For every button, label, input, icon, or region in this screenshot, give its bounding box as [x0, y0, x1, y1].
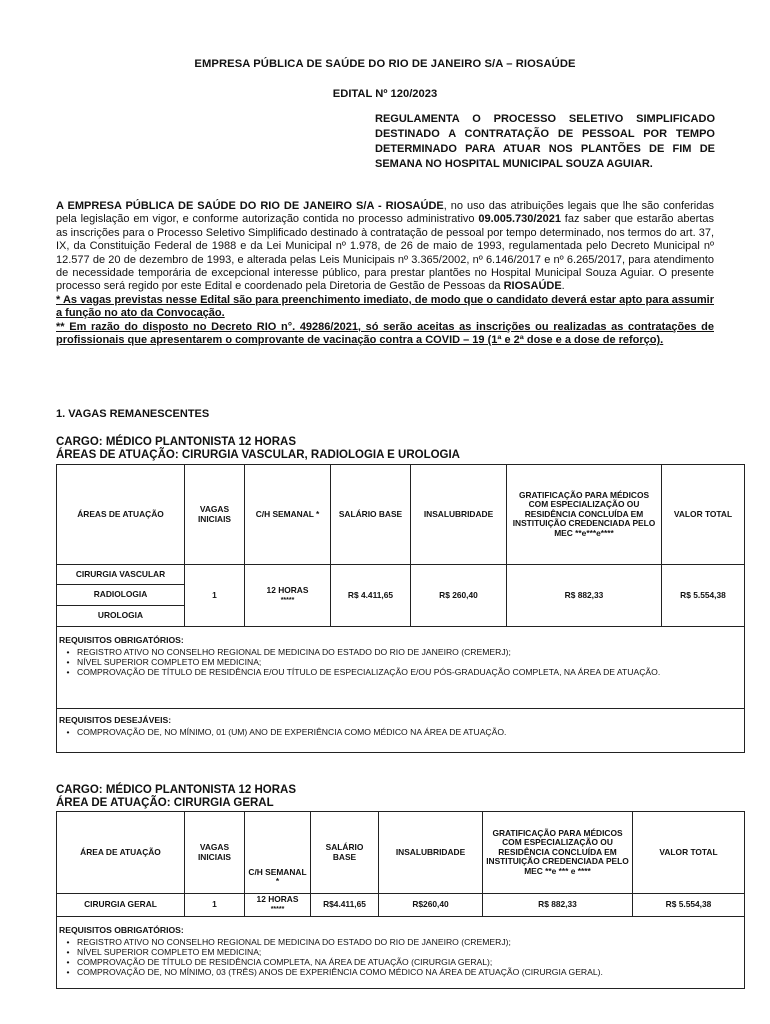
note-immediate-vacancies: * As vagas previstas nesse Edital são para preenchimento imediato, de modo que o candidato deverá estar apto para assumir a função no ato da Convocação. [56, 293, 714, 320]
requirement-item: • COMPROVAÇÃO DE, NO MÍNIMO, 03 (TRÊS) ANOS DE EXPERIÊNCIA COMO MÉDICO NA ÁREA DE ATUAÇÃO (CIRURGIA GERAL). [66, 966, 603, 977]
document-header-title: EMPRESA PÚBLICA DE SAÚDE DO RIO DE JANEIRO S/A – RIOSAÚDE [194, 58, 576, 70]
ch-cell [245, 894, 311, 917]
requirements-cell [57, 627, 745, 709]
vagas-cell: 1 [185, 894, 245, 917]
requirement-text: NÍVEL SUPERIOR COMPLETO EM MEDICINA; [77, 946, 262, 957]
header-salario: SALÁRIO BASE [311, 812, 379, 894]
area-cell: CIRURGIA GERAL [57, 894, 185, 917]
header-area: ÁREAS DE ATUAÇÃO [57, 465, 185, 565]
intro-text-2: faz saber que estarão abertas as inscrições para o Processo Seletivo Simplificado destinado à contratação de pessoal por tempo determinado, nos termos do art. 37, IX, da Constituição Federal de 1988 e da Lei Municipal nº 1.978, de 26 de maio de 1993, regulamentada pelo Decreto Municipal nº 12.577 de 20 de dezembro de 1993, e alterada pelas Leis Municipais nº 3.365/2002, nº 6.146/2017 e nº 6.265/2017, para atendimento de necessidade temporária de excepcional interesse público, para prestar plantões no Hospital Municipal Souza Aguiar. O presente processo será regido por este Edital e coordenado pela Diretoria de Gestão de Pessoas da [56, 213, 714, 293]
requirement-item: • COMPROVAÇÃO DE TÍTULO DE RESIDÊNCIA COMPLETA, NA ÁREA DE ATUAÇÃO (CIRURGIA GERAL); [66, 956, 493, 967]
insalubridade-cell: R$ 260,40 [411, 565, 507, 627]
section-heading: 1. VAGAS REMANESCENTES [56, 408, 210, 420]
cargo-1-heading [56, 436, 460, 462]
cargo-2-heading [56, 784, 296, 810]
intro-text-3: . [561, 280, 565, 293]
requirement-text: COMPROVAÇÃO DE, NO MÍNIMO, 03 (TRÊS) ANOS DE EXPERIÊNCIA COMO MÉDICO NA ÁREA DE ATUAÇÃO (CIRURGIA GERAL). [77, 966, 603, 977]
ch-cell [245, 565, 331, 627]
requirement-item: • NÍVEL SUPERIOR COMPLETO EM MEDICINA; [66, 946, 262, 957]
table-row [57, 894, 745, 917]
cargo-1-table [56, 464, 745, 753]
ch-footnote-mark: ***** [270, 906, 285, 913]
intro-text-1: , no uso das atribuições legais que lhe são conferidas pela legislação em vigor, e conforme autorização contida no processo administrativo [56, 200, 714, 226]
header-vagas: VAGAS INICIAIS [185, 465, 245, 565]
requirement-item: • NÍVEL SUPERIOR COMPLETO EM MEDICINA; [66, 656, 262, 667]
requirements-row [57, 627, 745, 709]
note-covid-vaccination: ** Em razão do disposto no Decreto RIO n°. 49286/2021, só serão aceitas as inscrições ou realizadas as contratações de profissionais que apresentarem o comprovante de vacinação contra a COVID – 19 (1ª e 2ª dose e a dose de reforço). [56, 320, 714, 347]
org-name: A EMPRESA PÚBLICA DE SAÚDE DO RIO DE JANEIRO S/A - RIOSAÚDE [56, 200, 444, 212]
header-total: VALOR TOTAL [633, 812, 745, 894]
header-total: VALOR TOTAL [662, 465, 745, 565]
desirable-row [57, 709, 745, 753]
header-insalubridade: INSALUBRIDADE [411, 465, 507, 565]
cargo-2-title: CARGO: MÉDICO PLANTONISTA 12 HORAS [56, 784, 297, 796]
insalubridade-cell: R$260,40 [379, 894, 483, 917]
header-gratificacao: GRATIFICAÇÃO PARA MÉDICOS COM ESPECIALIZAÇÃO OU RESIDÊNCIA CONCLUÍDA EM INSTITUIÇÃO CREDENCIADA PELO MEC **e *** e **** [483, 812, 633, 894]
ch-value: 12 HORAS [266, 584, 309, 595]
header-gratificacao: GRATIFICAÇÃO PARA MÉDICOS COM ESPECIALIZAÇÃO OU RESIDÊNCIA CONCLUÍDA EM INSTITUIÇÃO CREDENCIADA PELO MEC **e***e**** [507, 465, 662, 565]
desirable-text: COMPROVAÇÃO DE, NO MÍNIMO, 01 (UM) ANO DE EXPERIÊNCIA COMO MÉDICO NA ÁREA DE ATUAÇÃO. [77, 726, 507, 737]
requirement-item: • REGISTRO ATIVO NO CONSELHO REGIONAL DE MEDICINA DO ESTADO DO RIO DE JANEIRO (CREMERJ); [66, 936, 511, 947]
header-vagas: VAGAS INICIAIS [185, 812, 245, 894]
header-ch: C/H SEMANAL * [245, 465, 331, 565]
requirements-cell [57, 917, 745, 989]
salario-cell: R$ 4.411,65 [331, 565, 411, 627]
process-number: 09.005.730/2021 [478, 213, 561, 226]
table-row [57, 565, 745, 585]
requirement-item: • REGISTRO ATIVO NO CONSELHO REGIONAL DE MEDICINA DO ESTADO DO RIO DE JANEIRO (CREMERJ); [66, 646, 511, 657]
requirements-title: REQUISITOS OBRIGATÓRIOS: [59, 925, 184, 935]
requirement-item: • COMPROVAÇÃO DE TÍTULO DE RESIDÊNCIA E/OU TÍTULO DE ESPECIALIZAÇÃO E/OU PÓS-GRADUAÇÃO COMPLETA, NA ÁREA DE ATUAÇÃO. [66, 666, 661, 677]
ch-footnote-mark: ***** [280, 596, 295, 604]
cargo-2-area: ÁREA DE ATUAÇÃO: CIRURGIA GERAL [56, 797, 274, 809]
requirements-row [57, 917, 745, 989]
requirement-text: COMPROVAÇÃO DE TÍTULO DE RESIDÊNCIA COMPLETA, NA ÁREA DE ATUAÇÃO (CIRURGIA GERAL); [77, 956, 493, 967]
header-salario: SALÁRIO BASE [331, 465, 411, 565]
area-cell: CIRURGIA VASCULAR [57, 565, 185, 585]
cargo-1-title: CARGO: MÉDICO PLANTONISTA 12 HORAS [56, 436, 297, 448]
intro-body [56, 200, 714, 294]
ch-value: 12 HORAS [256, 894, 299, 905]
desirable-item: • COMPROVAÇÃO DE, NO MÍNIMO, 01 (UM) ANO DE EXPERIÊNCIA COMO MÉDICO NA ÁREA DE ATUAÇÃO. [66, 726, 507, 737]
cargo-2-table [56, 811, 745, 989]
cargo-1-areas: ÁREAS DE ATUAÇÃO: CIRURGIA VASCULAR, RADIOLOGIA E UROLOGIA [56, 449, 460, 461]
requirements-title: REQUISITOS OBRIGATÓRIOS: [59, 635, 184, 645]
gratificacao-cell: R$ 882,33 [507, 565, 662, 627]
edital-ementa: REGULAMENTA O PROCESSO SELETIVO SIMPLIFICADO DESTINADO A CONTRATAÇÃO DE PESSOAL POR TEMPO DETERMINADO PARA ATUAR NOS PLANTÕES DE FIM DE SEMANA NO HOSPITAL MUNICIPAL SOUZA AGUIAR. [375, 113, 715, 170]
requirement-text: REGISTRO ATIVO NO CONSELHO REGIONAL DE MEDICINA DO ESTADO DO RIO DE JANEIRO (CREMERJ); [77, 646, 511, 657]
total-cell: R$ 5.554,38 [662, 565, 745, 627]
requirement-text: REGISTRO ATIVO NO CONSELHO REGIONAL DE MEDICINA DO ESTADO DO RIO DE JANEIRO (CREMERJ); [77, 936, 511, 947]
salario-cell: R$4.411,65 [311, 894, 379, 917]
vagas-cell: 1 [185, 565, 245, 627]
area-cell: RADIOLOGIA [57, 585, 185, 606]
total-cell: R$ 5.554,38 [633, 894, 745, 917]
table-header-row [57, 812, 745, 894]
requirement-text: COMPROVAÇÃO DE TÍTULO DE RESIDÊNCIA E/OU TÍTULO DE ESPECIALIZAÇÃO E/OU PÓS-GRADUAÇÃO COMPLETA, NA ÁREA DE ATUAÇÃO. [77, 666, 661, 677]
table-header-row [57, 465, 745, 565]
header-insalubridade: INSALUBRIDADE [379, 812, 483, 894]
header-ch: C/H SEMANAL * [245, 812, 311, 894]
intro-paragraph [56, 200, 714, 347]
requirement-text: NÍVEL SUPERIOR COMPLETO EM MEDICINA; [77, 656, 262, 667]
org-short: RIOSAÚDE [503, 280, 562, 293]
header-area: ÁREA DE ATUAÇÃO [57, 812, 185, 894]
edital-number: EDITAL Nº 120/2023 [332, 88, 438, 100]
area-cell: UROLOGIA [57, 606, 185, 627]
gratificacao-cell: R$ 882,33 [483, 894, 633, 917]
desirable-title: REQUISITOS DESEJÁVEIS: [59, 715, 172, 725]
desirable-cell [57, 709, 745, 753]
